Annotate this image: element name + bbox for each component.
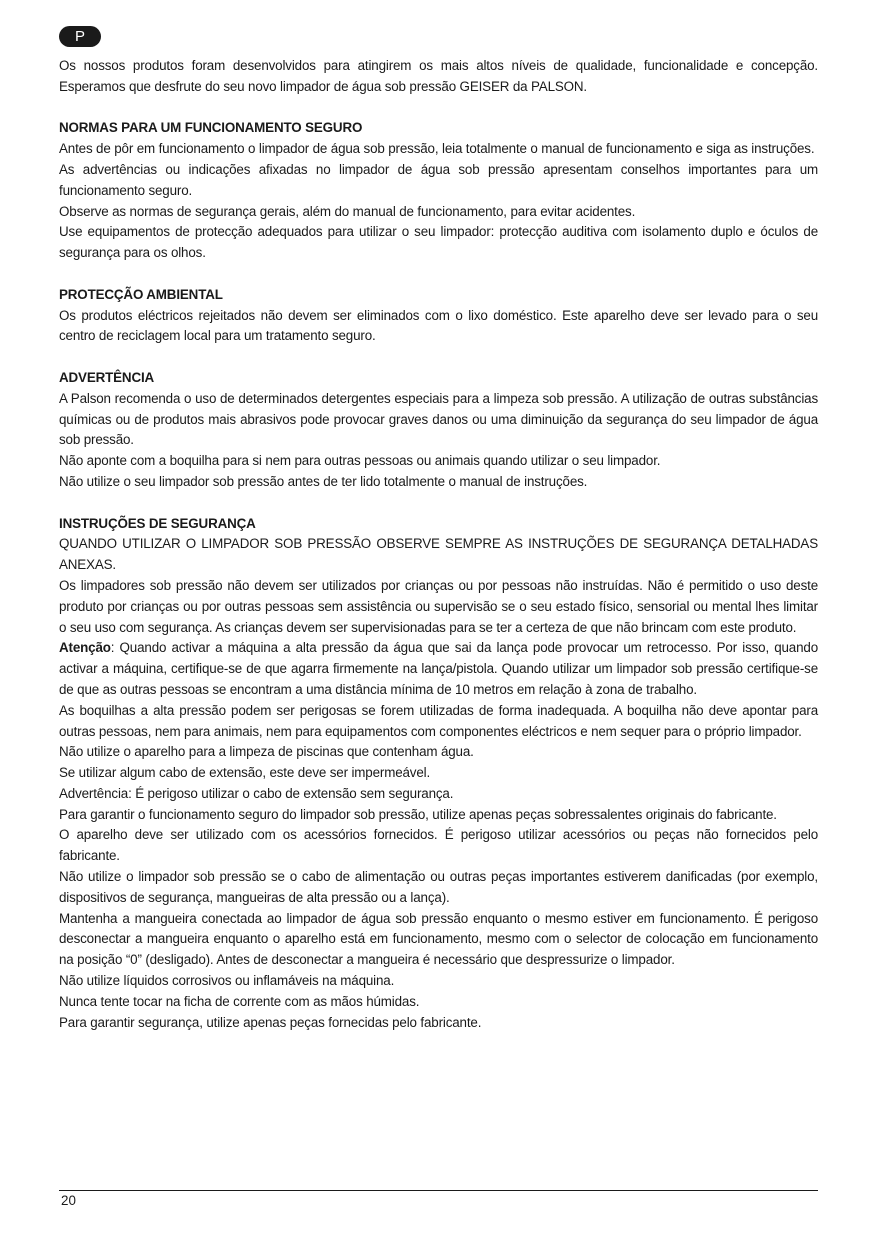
page-number: 20 <box>61 1193 76 1208</box>
instrucoes-paragraph: Os limpadores sob pressão não devem ser utilizados por crianças ou por pessoas não instruídas. Não é permitido o uso deste produto por crianças ou por outras pessoas sem assistência ou supervisão se o seu estado físico, sensorial ou mental lhes limitar o seu uso com segurança. As crianças devem ser supervisionadas para se ter a certeza de que não brincam com este produto. <box>59 577 818 635</box>
instrucoes-paragraph: Nunca tente tocar na ficha de corrente com as mãos húmidas. <box>59 993 420 1009</box>
page-content <box>59 56 818 1033</box>
instrucoes-paragraph: Não utilize o aparelho para a limpeza de piscinas que contenham água. <box>59 744 474 760</box>
normas-paragraph: Use equipamentos de protecção adequados para utilizar o seu limpador: protecção auditiva com isolamento duplo e óculos de segurança para os olhos. <box>59 224 818 261</box>
instrucoes-paragraph: Advertência: É perigoso utilizar o cabo de extensão sem segurança. <box>59 785 454 801</box>
spacer <box>59 493 818 514</box>
ambiental-paragraph: Os produtos eléctricos rejeitados não devem ser eliminados com o lixo doméstico. Este aparelho deve ser levado para o seu centro de reciclagem local para um tratamento seguro. <box>59 307 818 344</box>
spacer <box>59 264 818 285</box>
instrucoes-paragraph: Não utilize líquidos corrosivos ou inflamáveis na máquina. <box>59 973 395 989</box>
attention-paragraph <box>59 638 818 700</box>
instrucoes-paragraph: Para garantir segurança, utilize apenas peças fornecidas pelo fabricante. <box>59 1014 482 1030</box>
normas-paragraph: As advertências ou indicações afixadas no limpador de água sob pressão apresentam conselhos importantes para um funcionamento seguro. <box>59 161 818 198</box>
section-title-advertencia: ADVERTÊNCIA <box>59 369 155 385</box>
normas-paragraph: Observe as normas de segurança gerais, além do manual de funcionamento, para evitar acidentes. <box>59 203 636 219</box>
section-title-normas: NORMAS PARA UM FUNCIONAMENTO SEGURO <box>59 120 363 136</box>
section-title-instrucoes: INSTRUÇÕES DE SEGURANÇA <box>59 515 256 531</box>
spacer <box>59 347 818 368</box>
instrucoes-paragraph: As boquilhas a alta pressão podem ser perigosas se forem utilizadas de forma inadequada. A boquilha não deve apontar para outras pessoas, nem para animais, nem para equipamentos com componentes eléctricos e nem sequer para o próprio limpador. <box>59 702 818 739</box>
normas-paragraph: Antes de pôr em funcionamento o limpador de água sob pressão, leia totalmente o manual de funcionamento e siga as instruções. <box>59 141 815 157</box>
instrucoes-paragraph: O aparelho deve ser utilizado com os acessórios fornecidos. É perigoso utilizar acessórios ou peças não fornecidos pelo fabricante. <box>59 827 818 864</box>
language-badge: P <box>59 26 101 47</box>
instrucoes-paragraph: Mantenha a mangueira conectada ao limpador de água sob pressão enquanto o mesmo estiver em funcionamento. É perigoso desconectar a mangueira enquanto o aparelho está em funcionamento, mesmo com o selector de colocação em funcionamento na posição “0” (desligado). Antes de desconectar a mangueira é necessário que despressurize o limpador. <box>59 910 818 968</box>
attention-label: Atenção <box>59 640 111 656</box>
advertencia-paragraph: Não aponte com a boquilha para si nem para outras pessoas ou animais quando utilizar o seu limpador. <box>59 453 661 469</box>
attention-text: : Quando activar a máquina a alta pressão da água que sai da lança pode provocar um retrocesso. Por isso, quando activar a máquina, certifique-se de que agarra firmemente na lança/pistola. Quando utilizar um limpador sob pressão certifique-se de que as outras pessoas se encontram a uma distância mínima de 10 metros em relação à zona de trabalho. <box>59 640 818 697</box>
instrucoes-paragraph: Para garantir o funcionamento seguro do limpador sob pressão, utilize apenas peças sobressalentes originais do fabricante. <box>59 806 777 822</box>
intro-paragraph: Os nossos produtos foram desenvolvidos para atingirem os mais altos níveis de qualidade, funcionalidade e concepção. Esperamos que desfrute do seu novo limpador de água sob pressão GEISER da PALSON. <box>59 58 818 94</box>
instrucoes-paragraph: Não utilize o limpador sob pressão se o cabo de alimentação ou outras peças importantes estiverem danificadas (por exemplo, dispositivos de segurança, mangueiras de alta pressão ou a lança). <box>59 869 818 905</box>
section-title-ambiental: PROTECÇÃO AMBIENTAL <box>59 286 223 302</box>
instrucoes-paragraph: QUANDO UTILIZAR O LIMPADOR SOB PRESSÃO OBSERVE SEMPRE AS INSTRUÇÕES DE SEGURANÇA DETALHADAS ANEXAS. <box>59 536 818 573</box>
advertencia-paragraph: Não utilize o seu limpador sob pressão antes de ter lido totalmente o manual de instruções. <box>59 473 588 489</box>
spacer <box>59 98 818 119</box>
advertencia-paragraph: A Palson recomenda o uso de determinados detergentes especiais para a limpeza sob pressão. A utilização de outras substâncias químicas ou de produtos mais abrasivos pode provocar graves danos ou uma diminuição da segurança do seu limpador de água sob pressão. <box>59 390 818 448</box>
footer-divider <box>59 1190 818 1191</box>
instrucoes-paragraph: Se utilizar algum cabo de extensão, este deve ser impermeável. <box>59 765 431 781</box>
